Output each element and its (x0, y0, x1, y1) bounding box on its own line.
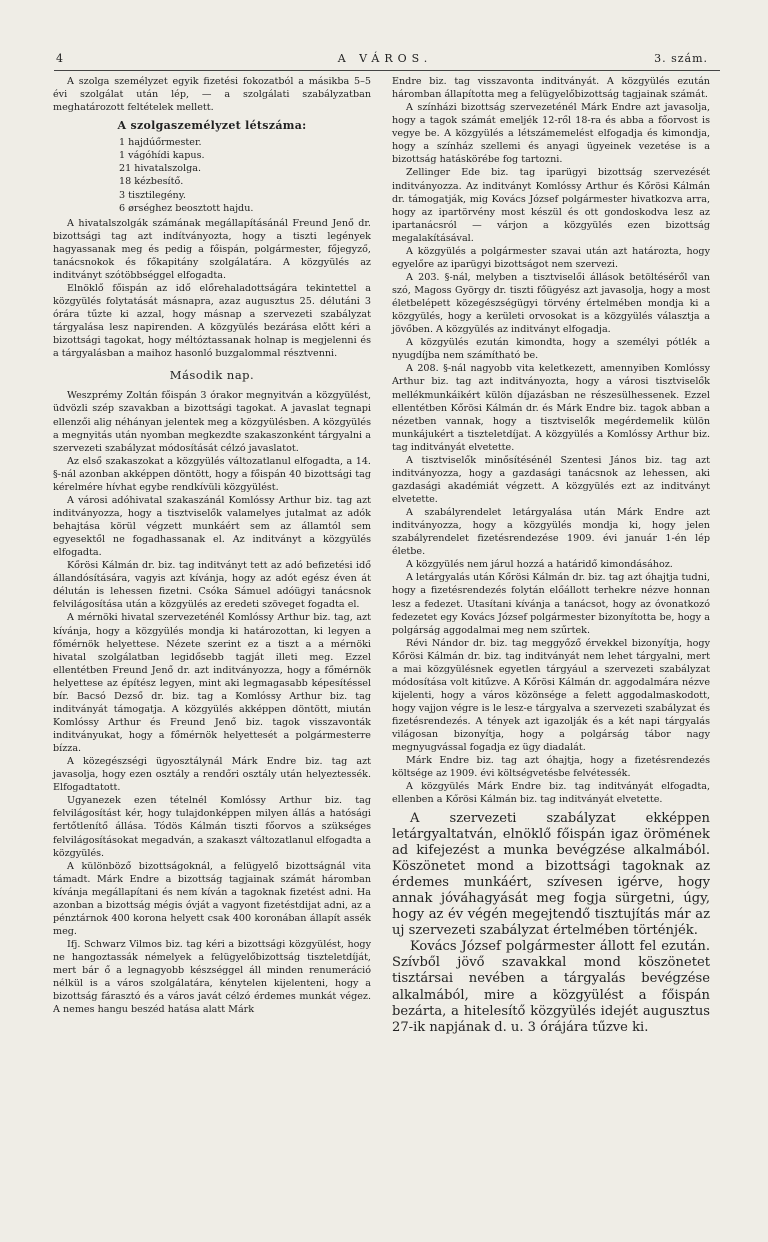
staff-item: 18 kézbesítő. (119, 176, 184, 188)
paragraph: Márk Endre biz. tag azt óhajtja, hogy a fizetésrendezés költsége az 1909. évi költségvetésbe felvétessék. (392, 755, 710, 780)
page-header (54, 50, 716, 68)
issue-number: 3. szám. (654, 52, 708, 65)
closing-text (392, 811, 710, 1036)
paragraph: Kőrösi Kálmán dr. biz. tag inditványt tett az adó befizetési idő állandósítására, vagyis azt kívánja, hogy az adót egész éven át délután is lehessen fizetni. Csóka Sámuel adóügyi tanácsnok felvilágosítása után a közgyülés az eredeti szöveget fogadta el. (53, 560, 371, 611)
staff-item: 1 vágóhídi kapus. (119, 150, 205, 162)
paragraph: A közgyülés ezután kimondta, hogy a személyi pótlék a nyugdíjba nem számítható be. (392, 337, 710, 362)
paragraph: A közgyülés Márk Endre biz. tag inditványát elfogadta, ellenben a Kőrösi Kálmán biz. tag inditványát elvetette. (392, 781, 710, 806)
paragraph: A tisztviselők minősítésénél Szentesi János biz. tag azt inditványozza, hogy a gazdasági tanácsnok az lehessen, aki gazdasági akadémiát végzett. A közgyülés ezt az inditványt elvetette. (392, 454, 710, 505)
paragraph: A színházi bizottság szervezeténél Márk Endre azt javasolja, hogy a tagok számát emeljék 12-ről 18-ra és abba a főorvost is vegye be. A közgyülés a létszámemelést elfogadja és kimondja, hogy a színház szellemi és anyagi ügyeinek vezetése is a bizottság hatáskörébe fog tartozni. (392, 102, 710, 166)
header-rule (54, 70, 720, 71)
staff-list (53, 136, 371, 214)
paragraph: Kovács József polgármester állott fel ezután. Szívből jövő szavakkal mond köszönetet tisztársai nevében a tárgyalás bevégzése alkalmából, mire a közgyülést a főispán bezárta, a hitelesítő közgyülés idejét augusztus 27-ik napjának d. u. 3 órájára tűzve ki. (392, 939, 710, 1035)
paragraph: A közegészségi ügyosztálynál Márk Endre biz. tag azt javasolja, hogy ezen osztály a rendőri osztály után helyeztessék. Elfogadtatott. (53, 756, 371, 794)
running-title: A VÁROS. (337, 52, 433, 65)
paragraph: Endre biz. tag visszavonta inditványát. A közgyülés ezután háromban állapította meg a felügyelőbizottság tagjainak számát. (392, 76, 710, 101)
staff-item: 1 hajdúőrmester. (119, 137, 202, 149)
paragraph: Zellinger Ede biz. tag iparügyi bizottság szervezését inditványozza. Az inditványt Komlóssy Arthur és Kőrösi Kálmán dr. támogatják, mig Kovács József polgármester hivatkozva arra, hogy az ipartörvény most készül és ott gondoskodva lesz az ipartanácsról — várjon a közgyülés ezen bizottság megalakításával. (392, 167, 710, 244)
right-column (392, 75, 710, 1036)
staff-item: 21 hivatalszolga. (119, 163, 202, 175)
paragraph: A letárgyalás után Kőrösi Kálmán dr. biz. tag azt óhajtja tudni, hogy a fizetésrendezés folytán előállott terhekre nézve honnan lesz a fedezet. Utasítani kívánja a tanácsot, hogy az óvonatkozó fedezetet egy Kovács József polgármester bizonyította be, hogy a polgárság aggodalmai meg nem szűrtek. (392, 572, 710, 636)
paragraph: A különböző bizottságoknál, a felügyelő bizottságnál vita támadt. Márk Endre a bizottság tagjainak számát háromban kívánja megállapítani és nem kíván a tagoknak fizetést adni. Ha azonban a bizottság mégis óvját a vagyont fizetéstdijat adni, az a pénztárnok 400 korona helyett csak 400 koronában állapít assék meg. (53, 860, 371, 937)
section-heading: Második nap. (169, 368, 255, 383)
page-number: 4 (56, 52, 64, 65)
paragraph: A 203. §-nál, melyben a tisztviselői állások betöltéséről van szó, Magoss György dr. tiszti főügyész azt javasolja, hogy a most életbelépett közegészségügyi törvény értelmében mondja ki a közgyülés, hogy a kerületi orvosokat is a közgyülés választja a jövőben. A közgyülés az inditványt elfogadja. (392, 271, 710, 336)
paragraph: A városi adóhivatal szakaszánál Komlóssy Arthur biz. tag azt inditványozza, hogy a tisztviselők valamelyes jutalmat az adók behajtása körül végzett munkáért sem az államtól sem egyesektől ne fogadhassanak el. Az inditványt a közgyülés elfogadta. (53, 494, 371, 559)
paragraph: A mérnöki hivatal szervezeténél Komlóssy Arthur biz. tag, azt kívánja, hogy a közgyülés mondja ki határozottan, ki legyen a főmérnök helyettese. Nézete szerint ez a tiszt a a mérnöki hivatal szolgálatban legidősebb tagját illeti meg. Ezzel ellentétben Freund Jenő dr. azt inditványozza, hogy a főmérnök helyettese az építész legyen, mint aki legmagasabb képesítéssel bír. Bacsó Dezső dr. biz. tag a Komlóssy Arthur biz. tag inditványát támogatja. A közgyülés akképpen döntött, miután Komlóssy Arthur és Freund Jenő biz. tagok visszavonták inditványukat, hogy a főmérnök helyettesét a polgármesterre bízza. (53, 612, 371, 755)
staff-item: 6 ørséghez beosztott hajdu. (119, 202, 254, 214)
staff-heading: A szolgaszemélyzet létszáma: (117, 119, 307, 133)
paragraph: Ifj. Schwarz Vilmos biz. tag kéri a bizottsági közgyülést, hogy ne hangoztassák némelyek a felügyelőbizottság tiszteletdíját, mert bár ő a legnagyobb készséggel áll minden renumeráció nélkül is a város szolgálatára, kénytelen kijelenteni, hogy a bizottság fárasztó és a város javát célzó érdemes munkát végez. A nemes hangu beszéd hatása alatt Márk (53, 939, 371, 1016)
paragraph: Weszprémy Zoltán főispán 3 órakor megnyitván a közgyülést, üdvözli szép szavakban a bizottsági tagokat. A javaslat tegnapi ellenzői alig néhányan jelentek meg a közgyülésben. A közgyülés a megnyitás után nyomban megkezdte szakaszonként tárgyalni a szervezeti szabályzat módosítását célzó javaslatot. (53, 390, 371, 454)
paragraph: Révi Nándor dr. biz. tag meggyőző érvekkel bizonyítja, hogy Kőrösi Kálmán dr. biz. tag inditványát nem lehet tárgyalni, mert a mai közgyülésnek egyetlen tárgyául a szervezeti szabályzat módosítása volt kitűzve. A Kőrösi Kálmán dr. aggodalmára nézve kijelenti, hogy a város közönsége a felett aggodalmaskodott, hogy vajjon végre is le lesz-e tárgyalva a szervezeti szabályzat és fizetésrendezés. A tények azt igazolják és a két napi tárgyalás világosan bizonyítja, hogy a polgárság tábor nagy megnyugvással fogadja ez ügy diadalát. (392, 637, 710, 754)
paragraph: A közgyülés a polgármester szavai után azt határozta, hogy egyelőre az iparügyi bizottságot nem szervezi. (392, 245, 710, 270)
paragraph: Az első szakaszokat a közgyülés változatlanul elfogadta, a 14. §-nál azonban akképpen döntött, hogy a főispán 40 bizottsági tag kérelmére hívhat egybe rendkívüli közgyülést. (53, 455, 371, 493)
paragraph: A szervezeti szabályzat ekképpen letárgyaltatván, elnöklő főispán igaz örömének ad kifejezést a munka bevégzése alkalmából. Köszönetet mond a bizottsági tagoknak az érdemes munkáért, szívesen igérve, hogy annak jóváhagyását meg fogja sürgetni, úgy, hogy az év végén megejtendő tisztujítás már az uj szervezeti szabályzat értelmében történjék. (392, 810, 710, 939)
paragraph: A szolga személyzet egyik fizetési fokozatból a másikba 5–5 évi szolgálat után lép, — a szolgálati szabályzatban meghatározott feltételek mellett. (53, 76, 371, 114)
paragraph: A közgyülés nem járul hozzá a határidő kimondásához. (406, 559, 673, 571)
staff-item: 3 tisztilegény. (119, 189, 186, 201)
paragraph: Elnöklő főispán az idő előrehaladottságára tekintettel a közgyülés folytatását másnapra, azaz augusztus 25. délutáni 3 órára tűzte ki azzal, hogy másnap a szervezeti szabályzat tárgyalása lesz napirenden. A közgyülés bezárása előtt kéri a bizottsági tagokat, hogy méltóztassanak holnap is megjelenni és a tárgyalásban a maihoz hasonló buzgalommal résztvenni. (53, 282, 371, 360)
paragraph: Ugyanezek ezen tételnél Komlóssy Arthur biz. tag felvilágosítást kér, hogy tulajdonképpen milyen állás a hatósági fertőtlenítő állása. Tódös Kálmán tiszti főorvos a szükséges felvilágosításokat megadván, a szakaszt változatlanul elfogadta a közgyülés. (53, 795, 371, 859)
left-column (53, 75, 371, 1016)
paragraph: A hivatalszolgák számának megállapításánál Freund Jenő dr. bizottsági tag azt indítványozta, hogy a tiszti legények hagyassanak meg és pedig a főispán, polgármester, főjegyző, tanácsnokok és főkapitány szolgálatára. A közgyülés az inditványt szótöbbséggel elfogadta. (53, 217, 371, 281)
paragraph: A szabályrendelet letárgyalása után Márk Endre azt inditványozza, hogy a közgyülés mondja ki, hogy jelen szabályrendelet fizetésrendezése 1909. évi január 1-én lép életbe. (392, 507, 710, 558)
paragraph: A 208. §-nál nagyobb vita keletkezett, amennyiben Komlóssy Arthur biz. tag azt inditványozta, hogy a városi tisztviselők mellékmunkáikért külön díjazásban ne részesülhessenek. Ezzel ellentétben Kőrösi Kálmán dr. és Márk Endre biz. tagok abban a nézetben vannak, hogy a tisztviselők megérdemelik külön munkájukért a tiszteletdíjat. A közgyülés a Komlóssy Arthur biz. tag inditványát elvetette. (392, 363, 710, 453)
